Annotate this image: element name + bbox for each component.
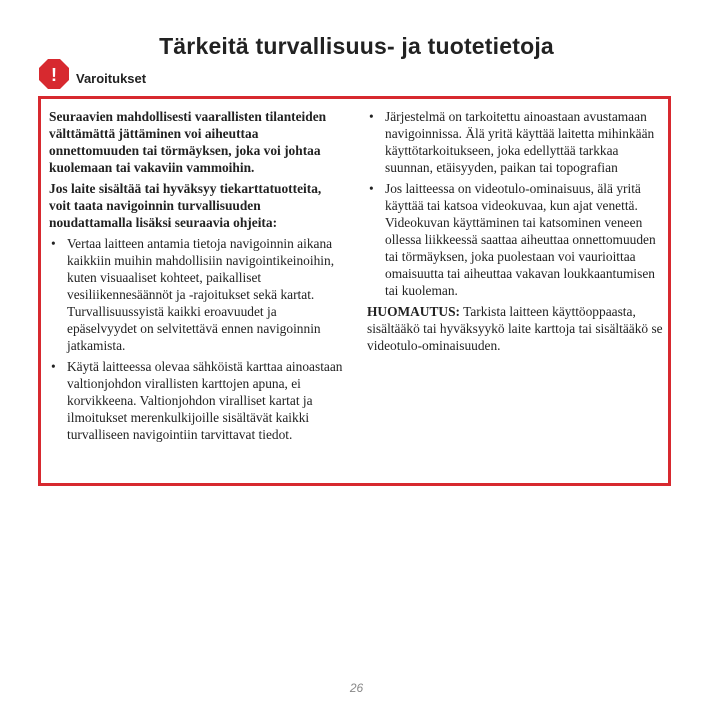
warning-header: [38, 58, 146, 90]
list-item-text: Jos laitteessa on videotulo-ominaisuus, älä yritä käyttää tai katsoa videokuvaa, kun ajat venettä. Videokuvan käyttäminen tai katsominen veneen ollessa liikkeessä saattaa aiheuttaa onnettomuuden tai törmäyksen, joka puolestaan voi vaurioittaa omaisuutta tai aiheuttaa vakavan loukkaantumisen tai kuoleman.: [385, 181, 656, 298]
warning-triangle-icon: [38, 58, 70, 90]
bullet-icon: •: [369, 181, 374, 196]
bullet-icon: •: [51, 236, 56, 251]
page-title: Tärkeitä turvallisuus- ja tuotetietoja: [159, 33, 554, 59]
bullet-icon: •: [51, 359, 56, 374]
warning-box: [38, 96, 671, 486]
subhead-paragraph: Jos laite sisältää tai hyväksyy tiekarttatuotteita, voit taata navigoinnin turvallisuuden noudattamalla lisäksi seuraavia ohjeita:: [49, 181, 322, 230]
page-number: 26: [349, 681, 364, 695]
right-bullet-list: [367, 108, 667, 299]
left-column: [49, 108, 343, 447]
list-item: [367, 180, 667, 299]
note-text: Tarkista laitteen käyttöoppaasta, sisältääkö tai hyväksyykö laite karttoja tai sisältääkö se videotulo-ominaisuuden.: [367, 304, 663, 353]
right-column: [367, 108, 667, 358]
warning-label: Varoitukset: [76, 70, 147, 86]
list-item: [367, 108, 667, 176]
bullet-icon: •: [369, 109, 374, 124]
list-item-text: Järjestelmä on tarkoitettu ainoastaan avustamaan navigoinnissa. Älä yritä käyttää laitetta mihinkään käyttötarkoitukseen, joka edellyttää tarkkaa suunnan, etäisyyden, paikan tai topografian: [385, 109, 655, 175]
list-item-text: Käytä laitteessa olevaa sähköistä karttaa ainoastaan valtionjohdon virallisten karttojen apuna, ei korvikkeena. Valtionjohdon viralliset kartat ja ilmoitukset merenkulkijoille sisältävät kaikki turvalliseen navigointiin tarvittavat tiedot.: [67, 359, 343, 442]
intro-paragraph: Seuraavien mahdollisesti vaarallisten tilanteiden välttämättä jättäminen voi aiheuttaa onnettomuuden tai törmäyksen, joka voi johtaa kuolemaan tai vakaviin vammoihin.: [49, 109, 327, 175]
note-paragraph: [367, 303, 667, 354]
note-label: HUOMAUTUS:: [367, 304, 460, 319]
list-item-text: Vertaa laitteen antamia tietoja navigoinnin aikana kaikkiin muihin mahdollisiin navigointikeinoihin, kuten visuaaliset kohteet, paikalliset vesiliikennesäännöt ja -rajoitukset sekä kartat. Turvallisuussyistä kaikki eroavuudet ja epäselvyydet on selvitettävä ennen navigoinnin jatkamista.: [67, 236, 335, 353]
left-bullet-list: [49, 235, 343, 443]
svg-text:!: !: [51, 65, 57, 85]
list-item: [49, 235, 343, 354]
list-item: [49, 358, 343, 443]
